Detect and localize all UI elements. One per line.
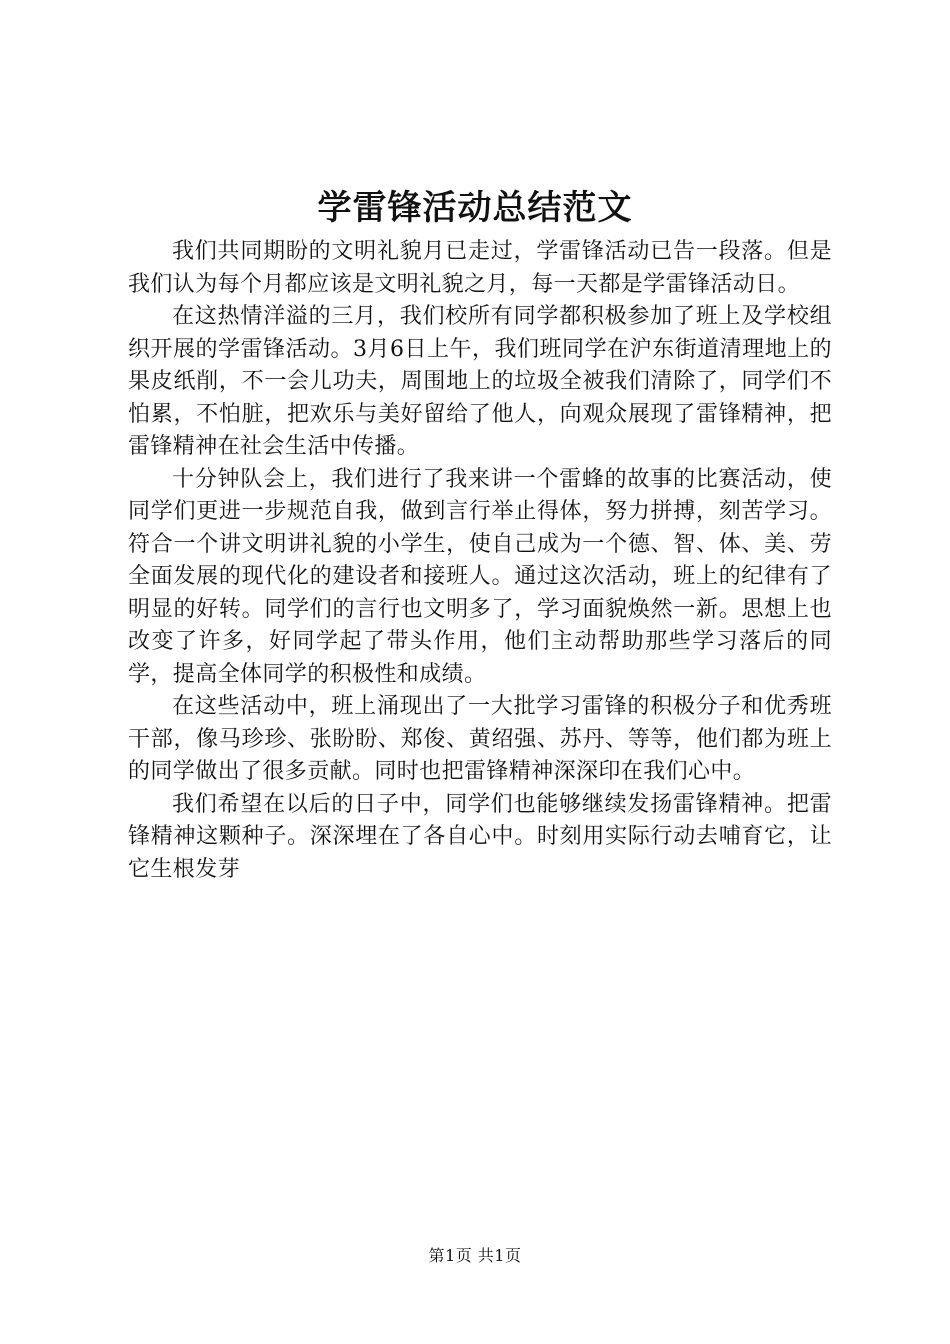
paragraph-5: 我们希望在以后的日子中，同学们也能够继续发扬雷锋精神。把雷锋精神这颗种子。深深埋在了各自心中。时刻用实际行动去哺育它，让它生根发芽 [128,791,832,882]
paragraph-2: 在这热情洋溢的三月，我们校所有同学都积极参加了班上及学校组织开展的学雷锋活动。3月6日上午，我们班同学在沪东街道清理地上的果皮纸削，不一会儿功夫，周围地上的垃圾全被我们清除了，同学们不怕累，不怕脏，把欢乐与美好留给了他人，向观众展现了雷锋精神，把雷锋精神在社会生活中传播。 [128,304,832,459]
paragraph-3: 十分钟队会上，我们进行了我来讲一个雷蜂的故事的比赛活动，使同学们更进一步规范自我，做到言行举止得体，努力拼搏，刻苦学习。符合一个讲文明讲礼貌的小学生，使自己成为一个德、智、体、美、劳全面发展的现代化的建设者和接班人。通过这次活动，班上的纪律有了明显的好转。同学们的言行也文明多了，学习面貌焕然一新。思想上也改变了许多，好同学起了带头作用，他们主动帮助那些学习落后的同学，提高全体同学的积极性和成绩。 [128,466,832,687]
paragraph-1: 我们共同期盼的文明礼貌月已走过，学雷锋活动已告一段落。但是我们认为每个月都应该是文明礼貌之月，每一天都是学雷锋活动日。 [128,239,832,297]
document-title: 学雷锋活动总结范文 [317,188,633,228]
document-body [128,236,832,886]
page-number-footer: 第1页 共1页 [428,1246,522,1265]
paragraph-4: 在这些活动中，班上涌现出了一大批学习雷锋的积极分子和优秀班干部，像马珍珍、张盼盼、郑俊、黄绍强、苏丹、等等，他们都为班上的同学做出了很多贡献。同时也把雷锋精神深深印在我们心中。 [128,694,832,784]
